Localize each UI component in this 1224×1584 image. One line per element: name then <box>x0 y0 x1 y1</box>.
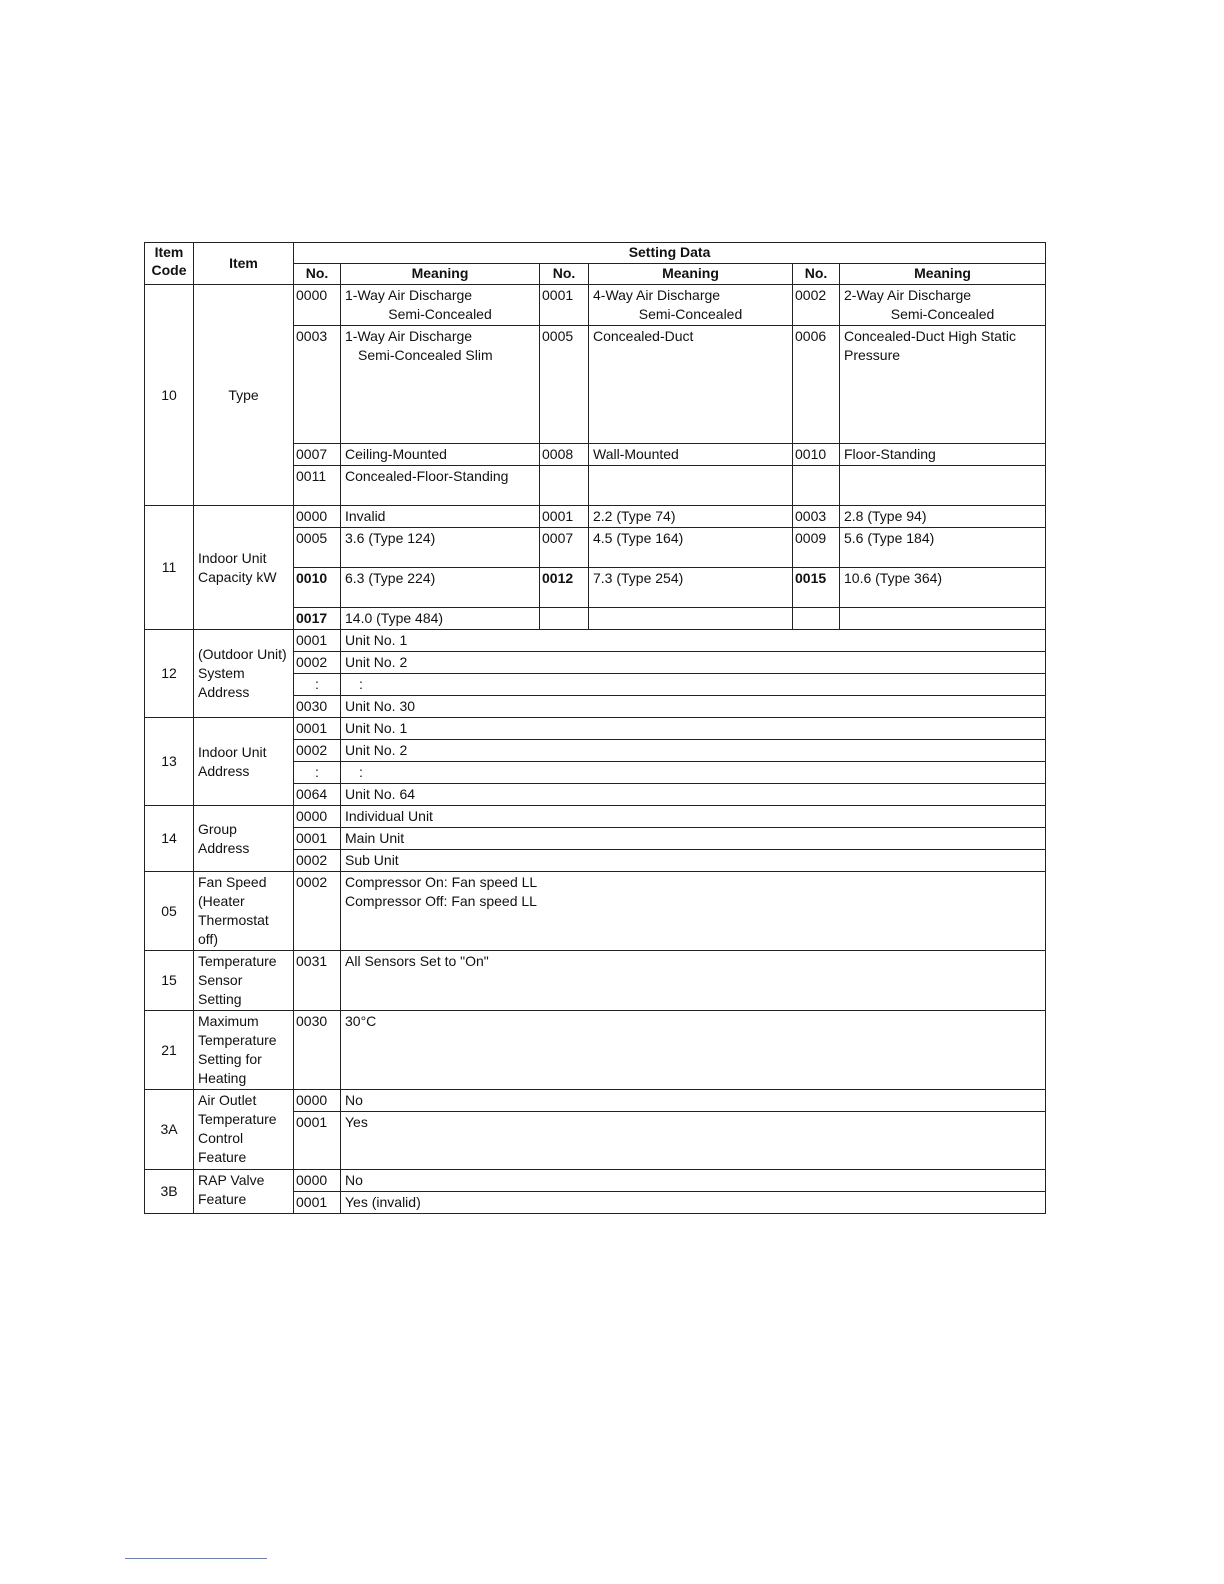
header-setting-data: Setting Data <box>294 243 1046 264</box>
setting-no: 0007 <box>540 528 589 568</box>
setting-no: 0009 <box>793 528 840 568</box>
setting-meaning: No <box>341 1090 1046 1112</box>
setting-meaning: 2.2 (Type 74) <box>589 506 793 528</box>
setting-meaning: 14.0 (Type 484) <box>341 608 540 630</box>
setting-no: 0012 <box>540 568 589 608</box>
item-code-table <box>144 242 1046 1214</box>
setting-no: 0030 <box>294 696 341 718</box>
setting-meaning: 7.3 (Type 254) <box>589 568 793 608</box>
setting-no: 0031 <box>294 951 341 1011</box>
setting-no: 0030 <box>294 1011 341 1090</box>
setting-meaning: Unit No. 30 <box>341 696 1046 718</box>
setting-meaning: Floor-Standing <box>840 444 1046 466</box>
empty-cell <box>840 608 1046 630</box>
setting-no: 0006 <box>793 326 840 444</box>
item-name-cell: Type <box>194 285 294 506</box>
empty-cell <box>540 466 589 506</box>
setting-no: 0000 <box>294 506 341 528</box>
item-name-cell: Maximum Temperature Setting for Heating <box>194 1011 294 1090</box>
setting-meaning: 5.6 (Type 184) <box>840 528 1046 568</box>
setting-no: 0005 <box>540 326 589 444</box>
item-code-cell: 12 <box>145 630 194 718</box>
setting-meaning: Yes <box>341 1112 1046 1170</box>
empty-cell <box>793 608 840 630</box>
setting-meaning: No <box>341 1170 1046 1192</box>
item-name-cell: Air Outlet Temperature Control Feature <box>194 1090 294 1170</box>
empty-cell <box>589 466 793 506</box>
setting-no: 0017 <box>294 608 341 630</box>
item-code-cell: 21 <box>145 1011 194 1090</box>
setting-meaning: Compressor On: Fan speed LL Compressor Off: Fan speed LL <box>341 872 1046 951</box>
setting-meaning: Unit No. 2 <box>341 740 1046 762</box>
setting-meaning: 30°C <box>341 1011 1046 1090</box>
setting-no: 0001 <box>294 718 341 740</box>
setting-no: 0001 <box>294 828 341 850</box>
setting-no: 0001 <box>540 506 589 528</box>
empty-cell <box>589 608 793 630</box>
setting-no: 0003 <box>793 506 840 528</box>
setting-no: : <box>294 762 341 784</box>
header-no: No. <box>540 264 589 285</box>
item-code-cell: 05 <box>145 872 194 951</box>
setting-no: 0003 <box>294 326 341 444</box>
setting-meaning: 2-Way Air Discharge Semi-Concealed <box>840 285 1046 326</box>
setting-meaning: Unit No. 2 <box>341 652 1046 674</box>
item-name-cell: Fan Speed (Heater Thermostat off) <box>194 872 294 951</box>
setting-no: 0001 <box>294 1112 341 1170</box>
header-meaning: Meaning <box>840 264 1046 285</box>
setting-meaning: Unit No. 64 <box>341 784 1046 806</box>
setting-no: 0000 <box>294 1170 341 1192</box>
setting-meaning: : <box>341 674 1046 696</box>
setting-meaning: Unit No. 1 <box>341 630 1046 652</box>
setting-meaning: Invalid <box>341 506 540 528</box>
setting-no: 0011 <box>294 466 341 506</box>
setting-no: 0007 <box>294 444 341 466</box>
setting-meaning: 1-Way Air Discharge Semi-Concealed Slim <box>341 326 540 444</box>
header-no: No. <box>294 264 341 285</box>
header-item: Item <box>194 243 294 285</box>
setting-no: 0002 <box>294 850 341 872</box>
setting-no: 0010 <box>793 444 840 466</box>
setting-no: : <box>294 674 341 696</box>
item-code-cell: 15 <box>145 951 194 1011</box>
setting-no: 0010 <box>294 568 341 608</box>
setting-meaning: Individual Unit <box>341 806 1046 828</box>
footer-link-underline <box>125 1558 267 1559</box>
header-meaning: Meaning <box>341 264 540 285</box>
setting-no: 0002 <box>294 740 341 762</box>
item-name-cell: Temperature Sensor Setting <box>194 951 294 1011</box>
setting-meaning: Concealed-Duct <box>589 326 793 444</box>
item-name-cell: Group Address <box>194 806 294 872</box>
item-name-cell: RAP Valve Feature <box>194 1170 294 1214</box>
item-code-cell: 3A <box>145 1090 194 1170</box>
setting-no: 0000 <box>294 1090 341 1112</box>
item-code-cell: 10 <box>145 285 194 506</box>
setting-meaning: All Sensors Set to "On" <box>341 951 1046 1011</box>
item-code-cell: 14 <box>145 806 194 872</box>
setting-no: 0001 <box>540 285 589 326</box>
setting-meaning: 4-Way Air Discharge Semi-Concealed <box>589 285 793 326</box>
setting-no: 0015 <box>793 568 840 608</box>
setting-meaning: Yes (invalid) <box>341 1192 1046 1214</box>
empty-cell <box>840 466 1046 506</box>
setting-meaning: 1-Way Air Discharge Semi-Concealed <box>341 285 540 326</box>
setting-no: 0002 <box>793 285 840 326</box>
setting-meaning: Wall-Mounted <box>589 444 793 466</box>
item-name-cell: (Outdoor Unit) System Address <box>194 630 294 718</box>
setting-meaning: Sub Unit <box>341 850 1046 872</box>
setting-no: 0001 <box>294 1192 341 1214</box>
item-code-cell: 13 <box>145 718 194 806</box>
setting-meaning: : <box>341 762 1046 784</box>
setting-meaning: Ceiling-Mounted <box>341 444 540 466</box>
setting-no: 0064 <box>294 784 341 806</box>
setting-no: 0002 <box>294 652 341 674</box>
header-meaning: Meaning <box>589 264 793 285</box>
empty-cell <box>540 608 589 630</box>
setting-no: 0000 <box>294 806 341 828</box>
setting-meaning: Main Unit <box>341 828 1046 850</box>
setting-no: 0000 <box>294 285 341 326</box>
empty-cell <box>793 466 840 506</box>
setting-meaning: Concealed-Floor-Standing <box>341 466 540 506</box>
setting-meaning: 10.6 (Type 364) <box>840 568 1046 608</box>
setting-meaning: Unit No. 1 <box>341 718 1046 740</box>
item-name-cell: Indoor Unit Capacity kW <box>194 506 294 630</box>
setting-meaning: 2.8 (Type 94) <box>840 506 1046 528</box>
item-name-cell: Indoor Unit Address <box>194 718 294 806</box>
header-no: No. <box>793 264 840 285</box>
setting-no: 0002 <box>294 872 341 951</box>
header-item-code: Item Code <box>145 243 194 285</box>
setting-no: 0008 <box>540 444 589 466</box>
setting-meaning: 4.5 (Type 164) <box>589 528 793 568</box>
setting-no: 0005 <box>294 528 341 568</box>
setting-no: 0001 <box>294 630 341 652</box>
setting-meaning: 3.6 (Type 124) <box>341 528 540 568</box>
setting-meaning: 6.3 (Type 224) <box>341 568 540 608</box>
setting-meaning: Concealed-Duct High Static Pressure <box>840 326 1046 444</box>
item-code-cell: 3B <box>145 1170 194 1214</box>
item-code-cell: 11 <box>145 506 194 630</box>
